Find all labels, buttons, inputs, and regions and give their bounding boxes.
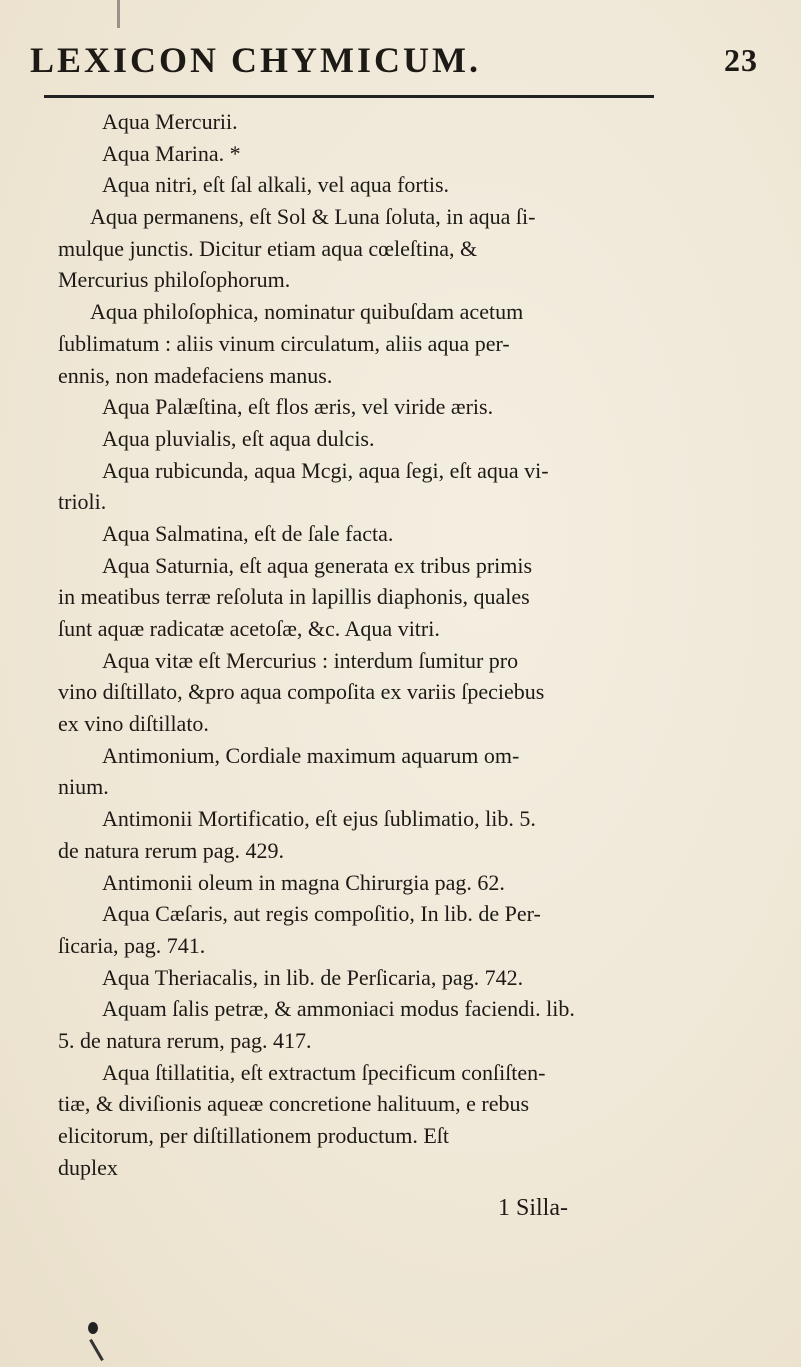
text-line: Antimonii oleum in magna Chirurgia pag. 62. (102, 869, 505, 895)
text-line: Aquam ſalis petræ, & ammoniaci modus faciendi. lib. (102, 996, 575, 1022)
text-line: Aqua Mercurii. (102, 109, 238, 134)
text-line: Aqua philoſophica, nominatur quibuſdam acetum (90, 299, 524, 325)
text-line: ſicaria, pag. 741. (58, 932, 206, 958)
text-line: Aqua vitæ eſt Mercurius : interdum ſumitur pro (102, 647, 519, 673)
text-line: ennis, non madefaciens manus. (58, 362, 333, 388)
catchword: 1 Silla- (498, 1195, 568, 1222)
text-line: de natura rerum pag. 429. (58, 837, 285, 863)
ink-stroke (89, 1339, 104, 1361)
page-edge-mark (117, 0, 120, 28)
text-line: Aqua nitri, eſt ſal alkali, vel aqua fortis. (102, 172, 450, 198)
text-line: Aqua Salmatina, eſt de ſale facta. (102, 520, 394, 546)
running-header (30, 40, 770, 80)
text-line: Mercurius philoſophorum. (58, 267, 291, 293)
text-line: Aqua permanens, eſt Sol & Luna ſoluta, in aqua ſi- (90, 204, 536, 230)
text-line: tiæ, & diviſionis aqueæ concretione halituum, e rebus (58, 1091, 530, 1117)
text-line: in meatibus terræ reſoluta in lapillis diaphonis, quales (58, 584, 530, 610)
text-line: Aqua Cæſaris, aut regis compoſitio, In lib. de Per- (102, 901, 541, 927)
text-line: Aqua Saturnia, eſt aqua generata ex tribus primis (102, 552, 533, 578)
header-rule (44, 95, 654, 98)
text-line: nium. (58, 774, 109, 800)
text-line: 5. de natura rerum, pag. 417. (58, 1027, 312, 1053)
text-line: Antimonii Mortificatio, eſt ejus ſublimatio, lib. 5. (102, 806, 536, 832)
text-line: ſunt aquæ radicatæ acetoſæ, &c. Aqua vitri. (58, 616, 440, 641)
text-line: ſublimatum : aliis vinum circulatum, aliis aqua per- (58, 330, 510, 356)
page-number: 23 (724, 42, 758, 78)
text-line: mulque junctis. Dicitur etiam aqua cœleſtina, & (58, 235, 478, 261)
text-line: Aqua Marina. * (102, 140, 241, 166)
text-line: duplex (58, 1154, 118, 1180)
ink-blot (88, 1322, 98, 1334)
running-title: LEXICON CHYMICUM. (30, 40, 481, 80)
text-line: Aqua ſtillatitia, eſt extractum ſpecificum conſiſten- (102, 1059, 546, 1085)
text-line: Aqua Palæſtina, eſt flos æris, vel viride æris. (102, 394, 494, 420)
text-line: Antimonium, Cordiale maximum aquarum om- (102, 742, 520, 768)
text-line: trioli. (58, 489, 107, 515)
text-line: Aqua Theriacalis, in lib. de Perſicaria, pag. 742. (102, 964, 524, 990)
text-line: vino diſtillato, &pro aqua compoſita ex variis ſpeciebus (58, 679, 545, 705)
text-line: elicitorum, per diſtillationem productum. Eſt (58, 1123, 450, 1148)
text-line: Aqua pluvialis, eſt aqua dulcis. (102, 425, 375, 451)
text-line: Aqua rubicunda, aqua Mcgi, aqua ſegi, eſt aqua vi- (102, 457, 549, 483)
text-body (58, 106, 772, 1225)
text-line: ex vino diſtillato. (58, 711, 209, 737)
